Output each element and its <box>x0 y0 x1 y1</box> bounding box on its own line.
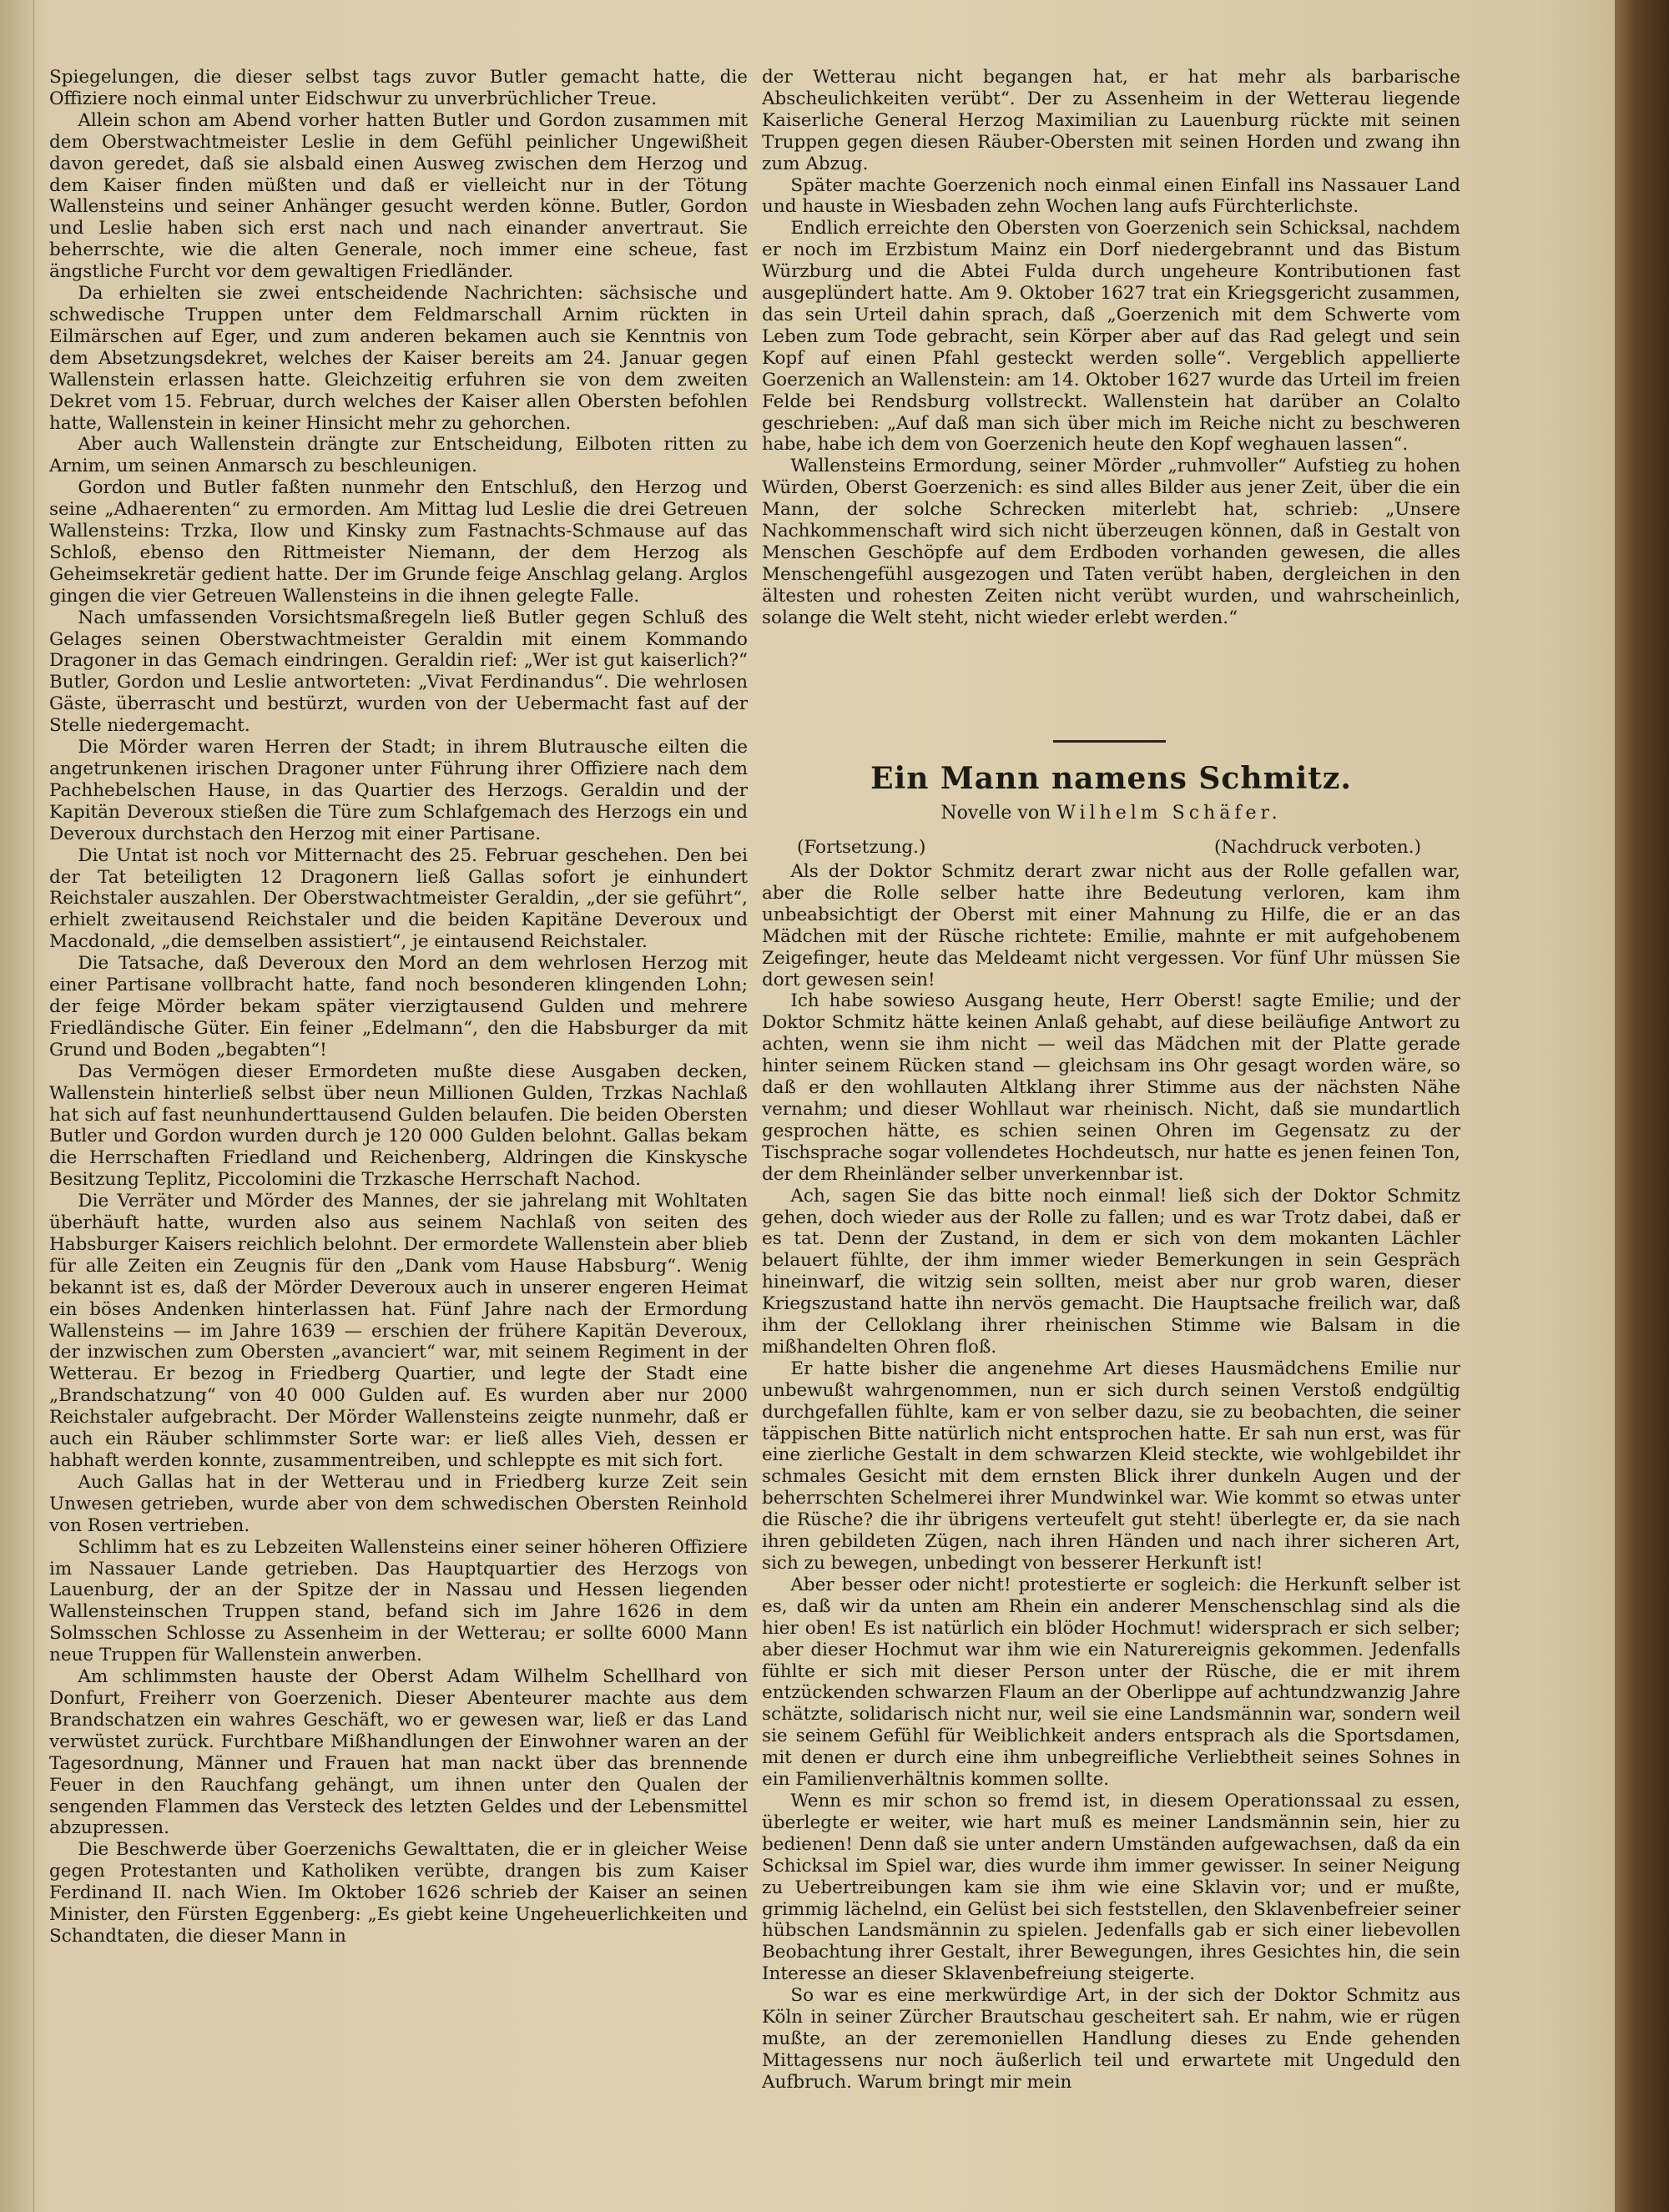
paragraph: Das Vermögen dieser Ermordeten mußte diese Ausgaben decken, Wallenstein hinterließ selbst über neun Millionen Gulden, Trzkas Nachlaß hat sich auf fast neunhunderttausend Gulden belaufen. Die beiden Obersten Butler und Gordon wurden durch je 120 000 Gulden belohnt. Gallas bekam die Herrschaften Friedland und Reichenberg, Aldringen die Kinskysche Besitzung Teplitz, Piccolomini die Trzkasche Herrschaft Nachod. <box>49 1061 748 1191</box>
paragraph: Endlich erreichte den Obersten von Goerzenich sein Schicksal, nachdem er noch im Erzbistum Mainz ein Dorf niedergebrannt und das Bistum Würzburg und die Abtei Fulda durch ungeheure Kontributionen fast ausgeplündert hatte. Am 9. Oktober 1627 trat ein Kriegsgericht zusammen, das sein Urteil dahin sprach, daß „Goerzenich mit dem Schwerte vom Leben zum Tode gebracht, sein Körper aber auf das Rad gelegt und sein Kopf auf einen Pfahl gesteckt werden solle“. Vergeblich appellierte Goerzenich an Wallenstein: am 14. Oktober 1627 wurde das Urteil im freien Felde bei Rendsburg vollstreckt. Wallenstein hat darüber an Colalto geschrieben: „Auf daß man sich über mich im Reiche nicht zu beschweren habe, habe ich dem von Goerzenich heute den Kopf weghauen lassen“. <box>762 218 1460 456</box>
paragraph: Die Beschwerde über Goerzenichs Gewalttaten, die er in gleicher Weise gegen Protestanten und Katholiken verübte, drangen bis zum Kaiser Ferdinand II. nach Wien. Im Oktober 1626 schrieb der Kaiser an seinen Minister, den Fürsten Eggenberg: „Es giebt keine Ungeheuerlichkeiten und Schandtaten, die dieser Mann in <box>49 1839 748 1947</box>
paragraph: Auch Gallas hat in der Wetterau und in Friedberg kurze Zeit sein Unwesen getrieben, wurde aber von dem schwedischen Obersten Reinhold von Rosen vertrieben. <box>49 1471 748 1536</box>
paragraph: Schlimm hat es zu Lebzeiten Wallensteins einer seiner höheren Offiziere im Nassauer Lande getrieben. Das Hauptquartier des Herzogs von Lauenburg, der an der Spitze der in Nassau und Hessen liegenden Wallensteinschen Truppen stand, befand sich im Jahre 1626 in dem Solmsschen Schlosse zu Assenheim in der Wetterau; er sollte 6000 Mann neue Truppen für Wallenstein anwerben. <box>49 1536 748 1666</box>
adjacent-page-edge <box>0 0 34 2212</box>
paragraph: Später machte Goerzenich noch einmal einen Einfall ins Nassauer Land und hauste in Wiesbaden zehn Wochen lang aufs Fürchterlichste. <box>762 174 1460 218</box>
paragraph: Am schlimmsten hauste der Oberst Adam Wilhelm Schellhard von Donfurt, Freiherr von Goerzenich. Dieser Abenteurer machte aus dem Brandschatzen ein wahres Geschäft, wo er gewesen war, ließ er das Land verwüstet zurück. Furchtbare Mißhandlungen der Einwohner waren an der Tagesordnung, Männer und Frauen hat man nackt über das brennende Feuer in den Rauchfang gehängt, um ihnen unter den Qualen der sengenden Flammen das Versteck des letzten Geldes und der Lebensmittel abzupressen. <box>49 1666 748 1839</box>
paragraph: Die Untat ist noch vor Mitternacht des 25. Februar geschehen. Den bei der Tat beteiligten 12 Dragonern ließ Gallas sofort je einhundert Reichstaler auszahlen. Der Oberstwachtmeister Geraldin, „der sie geführt“, erhielt zweitausend Reichstaler und die beiden Kapitäne Deveroux und Macdonald, „die demselben assistiert“, je eintausend Reichstaler. <box>49 844 748 953</box>
right-column-article-end <box>762 67 1460 731</box>
left-column-article <box>49 67 748 2178</box>
paragraph: Er hatte bisher die angenehme Art dieses Hausmädchens Emilie nur unbewußt wahrgenommen, nun er sich durch seinen Verstoß endgültig durchgefallen fühlte, kam er von selber dazu, sie zu beobachten, die seiner täppischen Bitte natürlich nicht entsprochen hatte. Er sah nun erst, was für eine zierliche Gestalt in dem schwarzen Kleid steckte, wie wohlgebildet ihr schmales Gesicht mit dem ernsten Blick ihrer dunkeln Augen und der beherrschten Schelmerei ihrer Mundwinkel war. Wie kommt so etwas unter die Rüsche? die ihr übrigens verteufelt gut steht! überlegte er, da sie nach ihren gebildeten Zügen, nach ihren Händen und nach ihrer sicheren Art, sich zu bewegen, unbedingt von besserer Herkunft ist! <box>762 1358 1460 1574</box>
reprint-notice: (Nachdruck verboten.) <box>1214 837 1421 858</box>
story-text-column <box>762 861 1460 2179</box>
paragraph: Die Verräter und Mörder des Mannes, der sie jahrelang mit Wohltaten überhäuft hatte, wurden also aus seinem Nachlaß von seiten des Habsburger Kaisers reichlich belohnt. Der ermordete Wallenstein aber blieb für alle Zeiten ein Zeugnis für den „Dank vom Hause Habsburg“. Wenig bekannt ist es, daß der Mörder Deveroux auch in unserer engeren Heimat ein böses Andenken hinterlassen hat. Fünf Jahre nach der Ermordung Wallensteins — im Jahre 1639 — erschien der frühere Kapitän Deveroux, der inzwischen zum Obersten „avanciert“ war, mit seinem Regiment in der Wetterau. Er bezog in Friedberg Quartier, und legte der Stadt eine „Brandschatzung“ von 40 000 Gulden auf. Es wurden aber nur 2000 Reichstaler aufgebracht. Der Mörder Wallensteins zeigte nunmehr, daß er auch ein Räuber schlimmster Sorte war: er ließ alles Vieh, dessen er habhaft werden konnte, zusammentreiben, und schleppte es mit sich fort. <box>49 1191 748 1471</box>
book-binding-edge <box>1615 0 1669 2212</box>
paragraph: Wenn es mir schon so fremd ist, in diesem Operationssaal zu essen, überlegte er weiter, wie hart muß es meiner Landsmännin sein, hier zu bedienen! Denn daß sie unter andern Umständen aufgewachsen, daß da ein Schicksal im Spiel war, dies wurde ihm immer gewisser. In seiner Neigung zu Uebertreibungen kam sie ihm wie eine Sklavin vor; und er mußte, grimmig lächelnd, ein Gelüst bei sich feststellen, den Sklavenbefreier seiner hübschen Landsmännin zu spielen. Jedenfalls gab er sich einer liebevollen Beobachtung ihrer Gestalt, ihrer Bewegungen, ihres Gesichtes hin, die sein Interesse an dieser Sklavenbefreiung steigerte. <box>762 1790 1460 1985</box>
paragraph: Als der Doktor Schmitz derart zwar nicht aus der Rolle gefallen war, aber die Rolle selber hatte ihre Bedeutung verloren, kam ihm unbeabsichtigt der Oberst mit einer Mahnung zu Hilfe, die er an das Mädchen mit der Rüsche richtete: Emilie, mahnte er mit aufgehobenem Zeigefinger, heute das Meldeamt nicht vergessen. Vor fünf Uhr müssen Sie dort gewesen sein! <box>762 861 1460 990</box>
paragraph: Da erhielten sie zwei entscheidende Nachrichten: sächsische und schwedische Truppen unter dem Feldmarschall Arnim rückten in Eilmärschen auf Eger, und zum anderen bekamen auch sie Kenntnis von dem Absetzungsdekret, welches der Kaiser bereits am 24. Januar gegen Wallenstein erlassen hatte. Gleichzeitig erfuhren sie von dem zweiten Dekret vom 15. Februar, durch welches der Kaiser allen Obersten befohlen hatte, Wallenstein in keiner Hinsicht mehr zu gehorchen. <box>49 283 748 434</box>
author-name: Wilhelm Schäfer. <box>1056 803 1282 824</box>
paragraph: Die Mörder waren Herren der Stadt; in ihrem Blutrausche eilten die angetrunkenen irischen Dragoner unter Führung ihrer Offiziere nach dem Pachhebelschen Hause, in das Quartier des Herzogs. Geraldin und der Kapitän Deveroux stießen die Türe zum Schlafgemach des Herzogs ein und Deveroux durchstach den Herzog mit einer Partisane. <box>49 737 748 844</box>
paragraph: Nach umfassenden Vorsichtsmaßregeln ließ Butler gegen Schluß des Gelages seinen Oberstwachtmeister Geraldin mit einem Kommando Dragoner in das Gemach eindringen. Geraldin rief: „Wer ist gut kaiserlich?“ Butler, Gordon und Leslie antworteten: „Vivat Ferdinandus“. Die wehrlosen Gäste, überrascht und bestürzt, wurden von der Uebermacht fast auf der Stelle niedergemacht. <box>49 607 748 737</box>
section-divider <box>1053 740 1166 743</box>
paragraph: Die Tatsache, daß Deveroux den Mord an dem wehrlosen Herzog mit einer Partisane vollbracht hatte, fand noch besonderen klingenden Lohn; der feige Mörder bekam später vierzigtausend Gulden und mehrere Friedländische Güter. Ein feiner „Edelmann“, den die Habsburger da mit Grund und Boden „begabten“! <box>49 953 748 1061</box>
paragraph: der Wetterau nicht begangen hat, er hat mehr als barbarische Abscheulichkeiten verübt“. Der zu Assenheim in der Wetterau liegende Kaiserliche General Herzog Maximilian zu Lauenburg rückte mit seinen Truppen gegen diesen Räuber-Obersten mit seinen Horden und zwang ihn zum Abzug. <box>762 67 1460 174</box>
paragraph: Ach, sagen Sie das bitte noch einmal! ließ sich der Doktor Schmitz gehen, doch wieder aus der Rolle zu fallen; und es war Trotz dabei, daß er es tat. Denn der Zustand, in dem er sich von dem mokanten Lächler belauert fühlte, der ihm immer wieder Bemerkungen in sein Gespräch hineinwarf, die witzig sein sollten, meist aber nur grob waren, dieser Kriegszustand hatte ihn nervös gemacht. Die Hauptsache freilich war, daß ihm der Celloklang ihrer rheinischen Stimme wie Balsam in die mißhandelten Ohren floß. <box>762 1185 1460 1358</box>
paragraph: Ich habe sowieso Ausgang heute, Herr Oberst! sagte Emilie; und der Doktor Schmitz hätte keinen Anlaß gehabt, auf diese beiläufige Antwort zu achten, wenn sie ihm nicht — weil das Mädchen mit der Platte gerade hinter seinem Rücken stand — gleichsam ins Ohr gesagt worden wäre, so daß er den wohllauten Altklang ihrer Stimme aus der nächsten Nähe vernahm; und dieser Wohllaut war rheinisch. Nicht, daß sie mundartlich gesprochen hätte, es schien seinen Ohren im Gegensatz zu der Tischsprache sogar vollendetes Hochdeutsch, nur hatte es jenen feinen Ton, der dem Rheinländer selber unverkennbar ist. <box>762 990 1460 1185</box>
paragraph: Wallensteins Ermordung, seiner Mörder „ruhmvoller“ Aufstieg zu hohen Würden, Oberst Goerzenich: es sind alles Bilder aus jener Zeit, über die ein Mann, der solche Schrecken miterlebt hat, schrieb: „Unsere Nachkommenschaft wird sich nicht überzeugen können, daß in Gestalt von Menschen Geschöpfe auf dem Erdboden vorhanden gewesen, die alles Menschengefühl ausgezogen und Taten verübt haben, dergleichen in den ältesten und rohesten Zeiten nicht verübt wurden, und wahrscheinlich, solange die Welt steht, nicht wieder erlebt werden.“ <box>762 456 1460 628</box>
byline-prefix: Novelle von <box>940 803 1051 824</box>
paragraph: Gordon und Butler faßten nunmehr den Entschluß, den Herzog und seine „Adhaerenten“ zu ermorden. Am Mittag lud Leslie die drei Getreuen Wallensteins: Trzka, Ilow und Kinsky zum Fastnachts-Schmause auf das Schloß, ebenso den Rittmeister Niemann, der dem Herzog als Geheimsekretär gedient hatte. Der im Grunde feige Anschlag gelang. Arglos gingen die vier Getreuen Wallensteins in die ihnen gelegte Falle. <box>49 477 748 607</box>
story-byline <box>762 803 1460 824</box>
paragraph: Spiegelungen, die dieser selbst tags zuvor Butler gemacht hatte, die Offiziere noch einmal unter Eidschwur zu unverbrüchlicher Treue. <box>49 67 748 109</box>
paragraph: Allein schon am Abend vorher hatten Butler und Gordon zusammen mit dem Oberstwachtmeister Leslie in dem Gefühl peinlicher Ungewißheit davon geredet, daß sie alsbald einen Ausweg zwischen dem Herzog und dem Kaiser finden müßten und daß er vielleicht nur in der Tötung Wallensteins und seiner Anhänger gesucht werden könne. Butler, Gordon und Leslie haben sich erst nach und nach einander anvertraut. Sie beherrschte, wie die alten Generale, noch immer eine scheue, fast ängstliche Furcht vor dem gewaltigen Friedländer. <box>49 109 748 283</box>
paragraph: So war es eine merkwürdige Art, in der sich der Doktor Schmitz aus Köln in seiner Zürcher Brautschau gescheitert sah. Er nahm, wie er rügen mußte, an der zeremoniellen Handlung dieses zu Ende gehenden Mittagessens nur noch äußerlich teil und erwartete mit Ungeduld den Aufbruch. Warum bringt mir mein <box>762 1985 1460 2093</box>
story-title: Ein Mann namens Schmitz. <box>870 761 1352 796</box>
paragraph: Aber auch Wallenstein drängte zur Entscheidung, Eilboten ritten zu Arnim, um seinen Anmarsch zu beschleunigen. <box>49 434 748 477</box>
paragraph: Aber besser oder nicht! protestierte er sogleich: die Herkunft selber ist es, daß wir da unten am Rhein ein anderer Menschenschlag sind als die hier oben! Es ist natürlich ein blöder Hochmut! widersprach er sich selber; aber dieser Hochmut war ihm wie ein Naturereignis gekommen. Jedenfalls fühlte er sich mit dieser Person unter der Rüsche, die er mit ihrem entzückenden schwarzen Flaum an der Oberlippe auf achtundzwanzig Jahre schätzte, solidarisch nicht nur, weil sie eine Landsmännin war, sondern weil sie seinem Gefühl für Weiblichkeit anders entsprach als die Sportsdamen, mit denen er durch eine ihm unbegreifliche Verliebtheit seines Sohnes in ein Familienverhältnis kommen sollte. <box>762 1574 1460 1791</box>
continuation-note: (Fortsetzung.) <box>797 837 926 858</box>
